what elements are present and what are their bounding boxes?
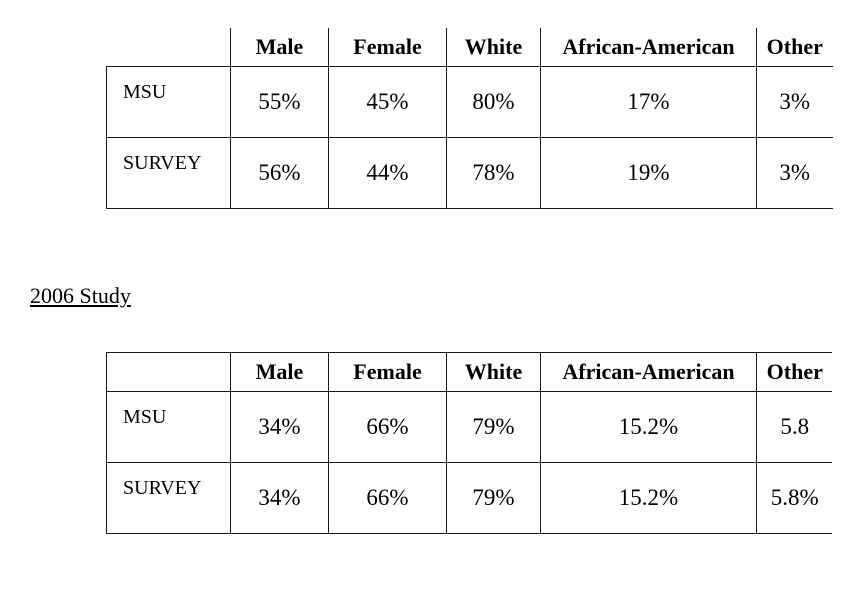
cell-african-american: 15.2% [541, 392, 757, 463]
column-header-female: Female [329, 28, 447, 67]
data-table [106, 352, 832, 534]
row-label-survey [107, 138, 231, 209]
column-header-female: Female [329, 353, 447, 392]
cell-female: 66% [329, 392, 447, 463]
row-label-text: MSU [123, 405, 167, 428]
table-row [107, 138, 833, 209]
cell-female: 44% [329, 138, 447, 209]
section-heading-2006-study: 2006 Study [30, 283, 131, 308]
column-header-white: White [447, 353, 541, 392]
cell-white: 79% [447, 463, 541, 534]
column-header-male: Male [231, 28, 329, 67]
demographics-table-top [106, 28, 832, 209]
cell-other: 5.8 [757, 392, 833, 463]
column-header-other: Other [757, 353, 833, 392]
cell-other: 5.8% [757, 463, 833, 534]
row-label-text: SURVEY [123, 151, 202, 174]
table-row [107, 67, 833, 138]
row-label-text: MSU [123, 80, 167, 103]
data-table [106, 28, 833, 209]
cell-other: 3% [757, 138, 833, 209]
cell-male: 55% [231, 67, 329, 138]
cell-male: 56% [231, 138, 329, 209]
table-row [107, 392, 833, 463]
table-header-row [107, 353, 833, 392]
cell-white: 80% [447, 67, 541, 138]
row-label-survey [107, 463, 231, 534]
cell-white: 78% [447, 138, 541, 209]
cell-male: 34% [231, 463, 329, 534]
cell-african-american: 17% [541, 67, 757, 138]
cell-white: 79% [447, 392, 541, 463]
cell-other: 3% [757, 67, 833, 138]
table-row [107, 463, 833, 534]
column-header-other: Other [757, 28, 833, 67]
cell-female: 66% [329, 463, 447, 534]
cell-female: 45% [329, 67, 447, 138]
row-label-msu [107, 392, 231, 463]
column-header-male: Male [231, 353, 329, 392]
cell-african-american: 19% [541, 138, 757, 209]
table-header-row [107, 28, 833, 67]
row-label-text: SURVEY [123, 476, 202, 499]
cell-african-american: 15.2% [541, 463, 757, 534]
column-header-blank [107, 353, 231, 392]
demographics-table-bottom [106, 352, 832, 542]
column-header-african-american: African-American [541, 353, 757, 392]
row-label-msu [107, 67, 231, 138]
column-header-white: White [447, 28, 541, 67]
column-header-african-american: African-American [541, 28, 757, 67]
cell-male: 34% [231, 392, 329, 463]
column-header-blank [107, 28, 231, 67]
